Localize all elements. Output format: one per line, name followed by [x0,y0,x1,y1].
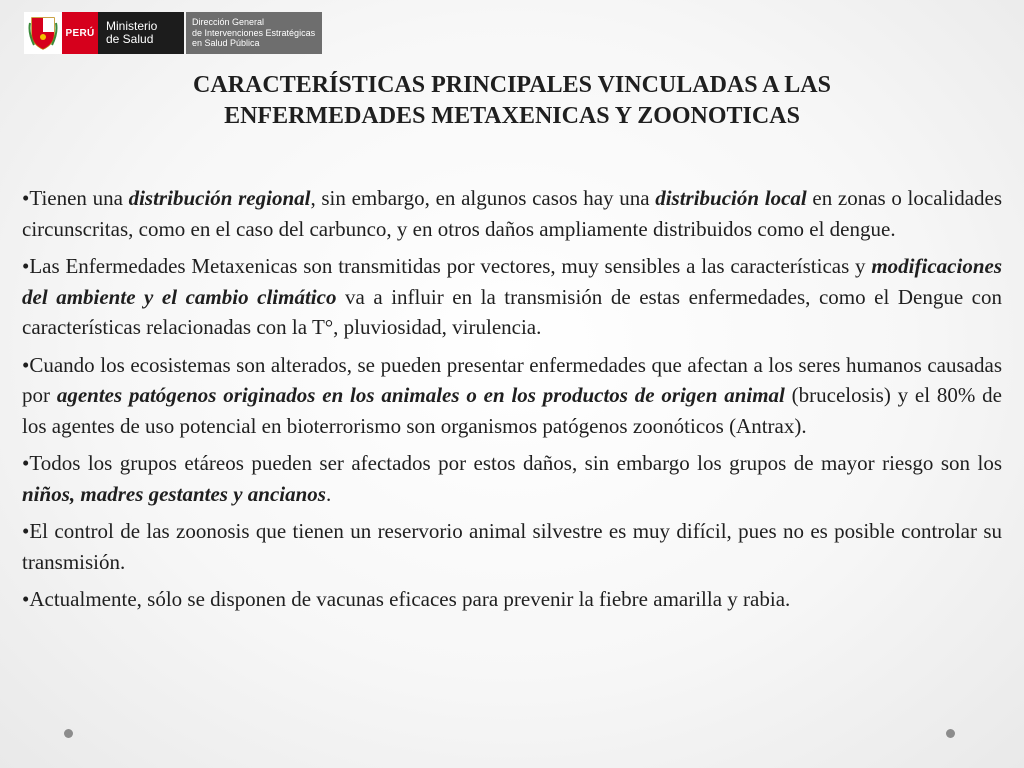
peru-coat-of-arms-icon [24,12,62,54]
bullet-text: en zonas o localidades circunscritas, como en el caso del carbunco, y en otros daños ampliamente distribuidos como el dengue. [22,186,1003,241]
emphasized-text: niños, madres gestantes y ancianos [22,481,326,506]
bullet-marker: • [22,186,30,210]
slide-title-line-2: ENFERMEDADES METAXENICAS Y ZOONOTICAS [224,103,800,129]
emphasized-text: modificaciones del ambiente y el cambio climático [22,254,1002,309]
bullet-marker: • [22,254,30,278]
bullet-marker: • [22,352,30,377]
ministry-logo-strip [24,12,322,54]
bullet-item [22,251,1002,343]
slide-title [40,70,984,132]
bullet-text: Todos los grupos etáreos pueden ser afectados por estos daños, sin embargo los grupos de mayor riesgo son los [29,451,1002,475]
emphasized-text: agentes patógenos originados en los animales o en los productos de origen animal [56,383,785,407]
bullet-item [22,183,1002,244]
corner-dot-left-icon [64,729,73,738]
bullet-text: El control de las zoonosis que tienen un reservorio animal silvestre es muy difícil, pues no es posible controlar su transmisión. [22,519,1002,574]
bullet-item [22,350,1002,442]
ministerio-line-1: Ministerio [106,19,158,33]
slide-title-line-1: CARACTERÍSTICAS PRINCIPALES VINCULADAS A LAS [193,72,831,98]
bullet-text: . [325,481,332,506]
bullet-item [22,584,1002,615]
direccion-line-3: en Salud Pública [192,38,260,49]
ministerio-line-2: de Salud [106,32,154,46]
bullet-text: Actualmente, sólo se disponen de vacunas eficaces para prevenir la fiebre amarilla y rabia. [29,587,791,611]
ministerio-de-salud-label [98,12,184,54]
emphasized-text: distribución regional [128,186,311,210]
bullet-text: Las Enfermedades Metaxenicas son transmitidas por vectores, muy sensibles a las características y [29,254,872,278]
bullet-text: va a influir en la transmisión de estas enfermedades, como el Dengue con características relacionadas con la T°, pluviosidad, virulencia. [22,284,1003,339]
corner-dot-right-icon [946,729,955,738]
direccion-line-2: de Intervenciones Estratégicas [192,27,316,38]
bullet-text: Tienen una [29,186,129,210]
peru-label: PERÚ [62,12,98,54]
bullet-marker: • [22,519,30,543]
bullet-marker: • [22,587,30,611]
bullet-item [22,516,1002,577]
bullet-item [22,448,1002,509]
bullet-marker: • [22,451,30,475]
bullet-text: (brucelosis) y el 80% de los agentes de uso potencial en bioterrorismo son organismos patógenos zoonóticos (Antrax). [22,383,1003,438]
direccion-general-label [186,12,322,54]
bullet-text: , sin embargo, en algunos casos hay una [310,186,656,210]
direccion-line-1: Dirección General [192,17,265,28]
slide-body [22,183,1002,622]
bullet-text: Cuando los ecosistemas son alterados, se pueden presentar enfermedades que afectan a los seres humanos causadas por [22,352,1002,407]
emphasized-text: distribución local [655,186,807,210]
